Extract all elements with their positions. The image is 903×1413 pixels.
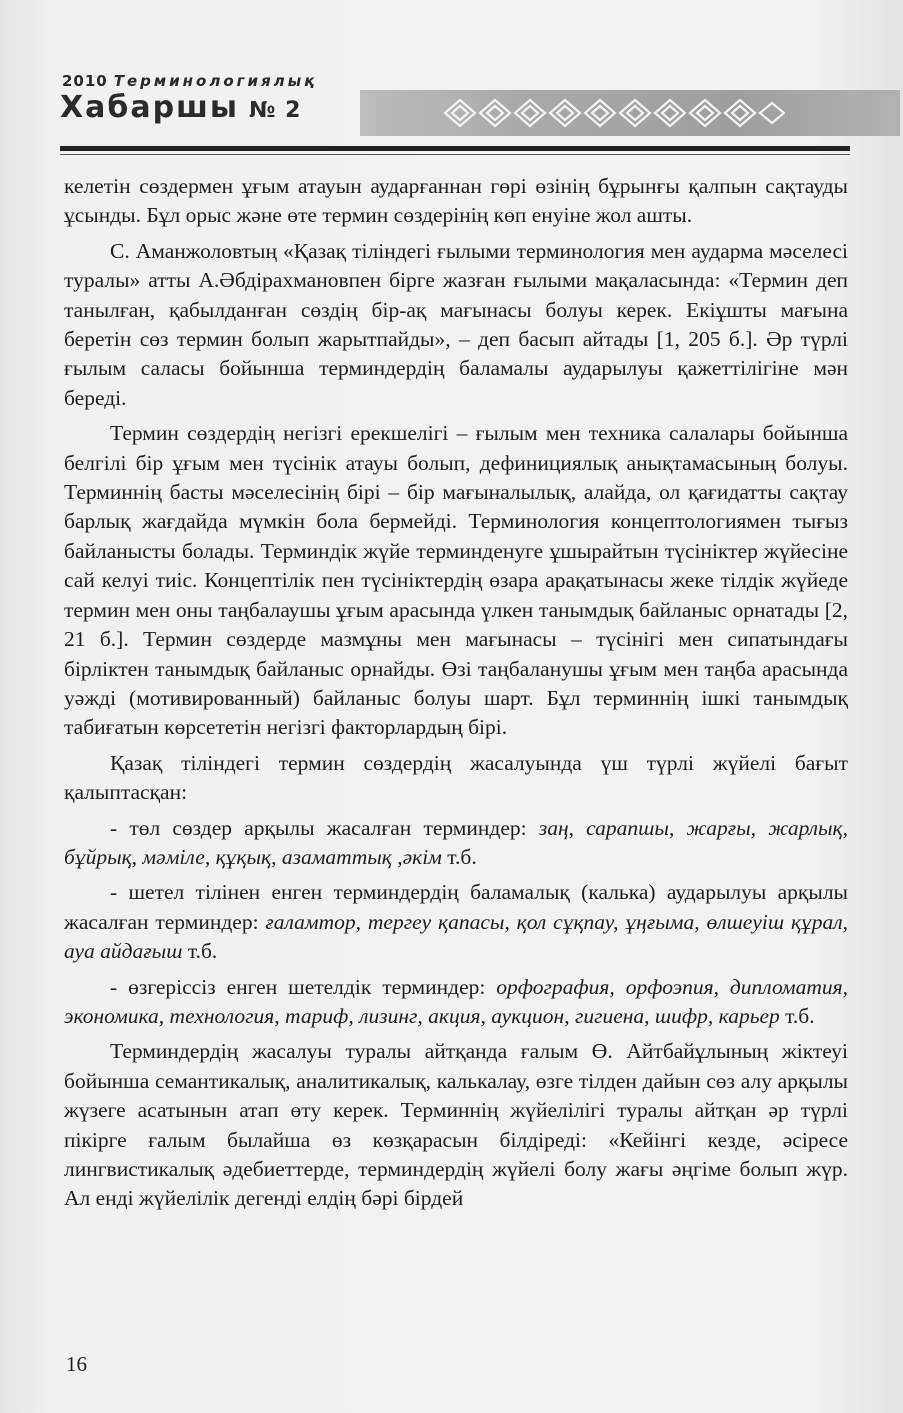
paragraph-continuation: келетін сөздермен ұғым атауын аударғаннан гөрі өзінің бұрынғы қалпын сақтауды ұсынды. Бұл орыс және өте термин сөздерінің көп енуіне жол ашты.	[64, 174, 848, 228]
paragraph-aitbaiuly: Терминдердің жасалуы туралы айтқанда ғалым Ө. Айтбайұлының жіктеуі бойынша семантикалық, аналитикалық, калькалау, өзге тілден дайын сөз алу арқылы жүзеге асатынын атап өту керек. Терминнің жүйелілігі туралы айтқан әр түрлі пікірге ғалым былайша өз көзқарасын білдіреді: «Кейінгі кезде, әсіресе лингвистикалық әдебиеттерде, терминдердің жүйелі болу жағы әңгіме болып жүр. Ал енді жүйелілік дегенді елдің бәрі бірдей	[64, 1039, 848, 1211]
journal-year: 2010	[62, 72, 108, 90]
list-item-native-terms	[64, 814, 848, 873]
journal-issue: № 2	[249, 98, 302, 123]
journal-header	[60, 70, 850, 160]
article-body	[64, 172, 848, 1214]
list-item-examples: ғаламтор, тергеу қапасы, қол сұқпау, ұңғыма, өлшеуіш құрал, ауа айдағыш	[64, 909, 848, 964]
list-item-suffix: т.б.	[182, 939, 218, 964]
list-item-examples: орфография, орфоэпия, дипломатия, экономика, технология, тариф, лизинг, акция, аукцион, гигиена, шифр, карьер	[64, 974, 848, 1028]
paragraph-term-features: Термин сөздердің негізгі ерекшелігі – ғылым мен техника салалары бойынша белгілі бір ұғым мен түсінік атауы болып, дефинициялық анықтамасының болуы. Терминнің басты мәселесінің бірі – бір мағыналылық, алайда, ол қағидатты сақтау барлық жағдайда мүмкін бола бермейді. Терминология концептологиямен тығыз байланысты болады. Терминдік жүйе терминденуге ұшырайтын түсініктер жүйесіне сай келуі тиіс. Концептілік пен түсініктердің өзара арақатынасы жеке тілдік жүйеде термин мен оны таңбалаушы ұғым арасында үлкен танымдық байланыс орнатады [2, 21 б.]. Термин сөздерде мазмұны мен мағынасы – түсінігі мен сипатындағы бірліктен танымдық байланыс орнайды. Өзі таңбаланушы ұғым мен таңба арасында уәжді (мотивированный) байланыс болуы шарт. Бұл терминнің ішкі танымдық табиғатын көрсететін негізгі факторлардың бірі.	[64, 421, 848, 740]
paragraph-amanzholov: С. Аманжоловтың «Қазақ тіліндегі ғылыми терминология мен аударма мәселесі туралы» атты А.Әбдірахмановпен бірге жазған ғылыми мақаласында: «Термин деп танылған, қабылданған сөздің бір-ақ мағынасы болуы керек. Екіұшты мағына беретін сөз термин болып жарытпайды», – деп басып айтады [1, 205 б.]. Әр түрлі ғылым саласы бойынша терминдердің баламалы аударылуы қажеттілігіне мән береді.	[64, 238, 848, 410]
header-year-line	[62, 72, 317, 90]
journal-title-line	[60, 90, 301, 125]
journal-title: Хабаршы	[60, 90, 240, 125]
list-item-text: - төл сөздер арқылы жасалған терминдер:	[110, 815, 539, 840]
paragraph-three-directions: Қазақ тіліндегі термин сөздердің жасалуында үш түрлі жүйелі бағыт қалыптасқан:	[64, 750, 848, 805]
list-item-text: - өзгеріссіз енген шетелдік терминдер:	[110, 974, 497, 999]
list-item-calque-terms	[64, 878, 848, 966]
header-divider-thin	[60, 154, 850, 155]
header-divider	[60, 146, 850, 151]
list-item-borrowed-terms	[64, 973, 848, 1032]
list-item-text: - шетел тілінен енген терминдердің баламалық (калька) аударылуы арқылы жасалған терминдер:	[64, 880, 848, 934]
list-item-suffix: т.б.	[779, 1003, 815, 1028]
list-item-examples: заң, сарапшы, жарғы, жарлық, бұйрық, мәміле, құқық, азаматтық ,әкім	[64, 815, 848, 869]
page-number: 16	[66, 1352, 87, 1376]
journal-series: Терминологиялық	[113, 72, 318, 90]
list-item-suffix: т.б.	[441, 844, 477, 869]
ornament-pattern-icon	[440, 94, 785, 132]
